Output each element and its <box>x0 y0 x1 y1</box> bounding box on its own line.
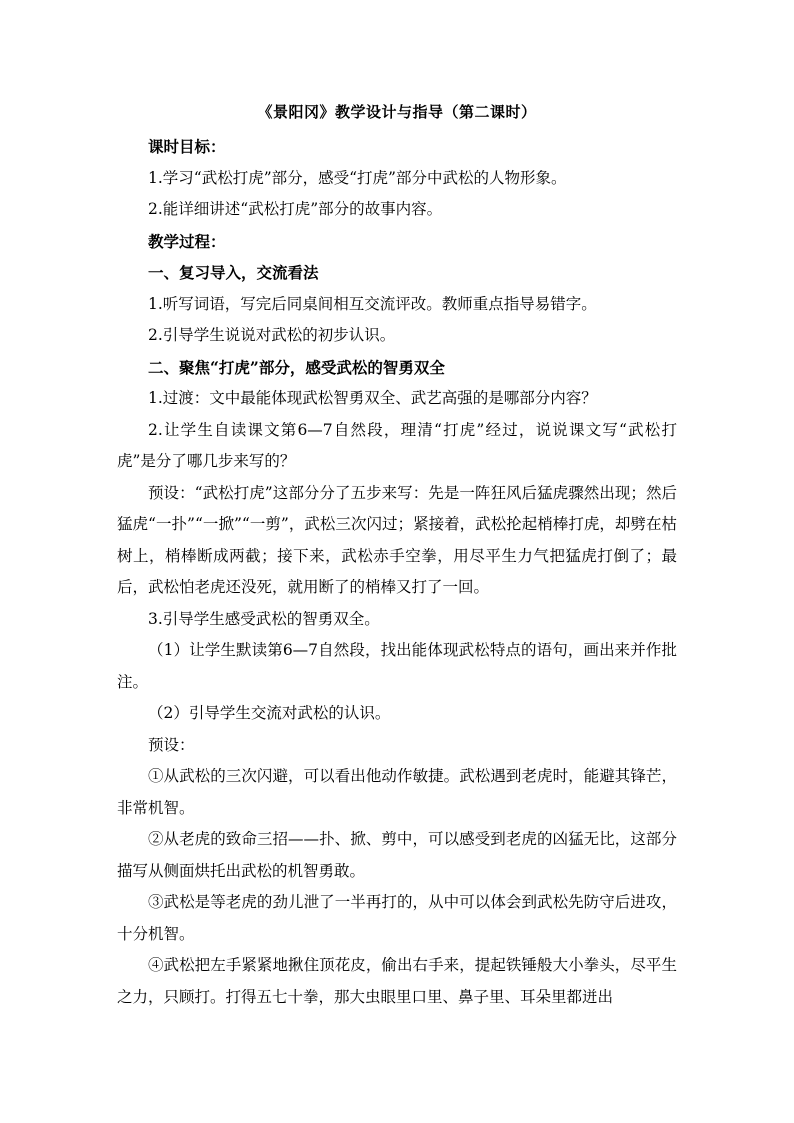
document-body <box>117 99 677 1013</box>
section-heading-process: 教学过程： <box>148 231 226 251</box>
paragraph-activity-2: （2）引导学生交流对武松的认识。 <box>148 704 391 722</box>
paragraph-focus-2: 2.让学生自读课文第6—7自然段，理清“打虎”经过，说说课文写“武松打虎”是分了哪几步来写的？ <box>117 420 677 470</box>
paragraph-point-1: ①从武松的三次闪避，可以看出他动作敏捷。武松遇到老虎时，能避其锋芒，非常机智。 <box>117 767 677 817</box>
paragraph-point-2: ②从老虎的致命三招——扑、掀、剪中，可以感受到老虎的凶猛无比，这部分描写从侧面烘托出武松的机智勇敢。 <box>117 830 677 880</box>
paragraph-review-2: 2.引导学生说说对武松的初步认识。 <box>148 326 396 344</box>
subheading-focus: 二、聚焦“打虎”部分，感受武松的智勇双全 <box>148 357 445 377</box>
document-title: 《景阳冈》教学设计与指导（第二课时） <box>257 103 537 121</box>
paragraph-preset-label: 预设： <box>148 735 195 754</box>
paragraph-objective-1: 1.学习“武松打虎”部分，感受“打虎”部分中武松的人物形象。 <box>148 168 567 187</box>
subheading-review: 一、复习导入，交流看法 <box>148 263 319 282</box>
paragraph-focus-1: 1.过渡：文中最能体现武松智勇双全、武艺高强的是哪部分内容？ <box>148 389 597 407</box>
paragraph-preset-steps: 预设：“武松打虎”这部分分了五步来写：先是一阵狂风后猛虎骤然出现；然后猛虎“一扑”“一掀”“一剪”，武松三次闪过；紧接着，武松抡起梢棒打虎，却劈在枯树上，梢棒断成两截；接下来，武松赤手空拳，用尽平生力气把猛虎打倒了；最后，武松怕老虎还没死，就用断了的梢棒又打了一回。 <box>117 483 677 596</box>
paragraph-review-1: 1.听写词语，写完后同桌间相互交流评改。教师重点指导易错字。 <box>148 294 597 313</box>
paragraph-point-3: ③武松是等老虎的劲儿泄了一半再打的，从中可以体会到武松先防守后进攻，十分机智。 <box>117 893 677 943</box>
paragraph-objective-2: 2.能详细讲述“武松打虎”部分的故事内容。 <box>148 200 443 218</box>
paragraph-activity-1: （1）让学生默读第6—7自然段，找出能体现武松特点的语句，画出来并作批注。 <box>117 641 677 691</box>
section-heading-objectives: 课时目标： <box>148 137 226 156</box>
paragraph-point-4: ④武松把左手紧紧地揪住顶花皮，偷出右手来，提起铁锤般大小拳头，尽平生之力，只顾打。打得五七十拳，那大虫眼里口里、鼻子里、耳朵里都迸出 <box>117 956 677 1006</box>
paragraph-focus-3: 3.引导学生感受武松的智勇双全。 <box>148 609 380 628</box>
